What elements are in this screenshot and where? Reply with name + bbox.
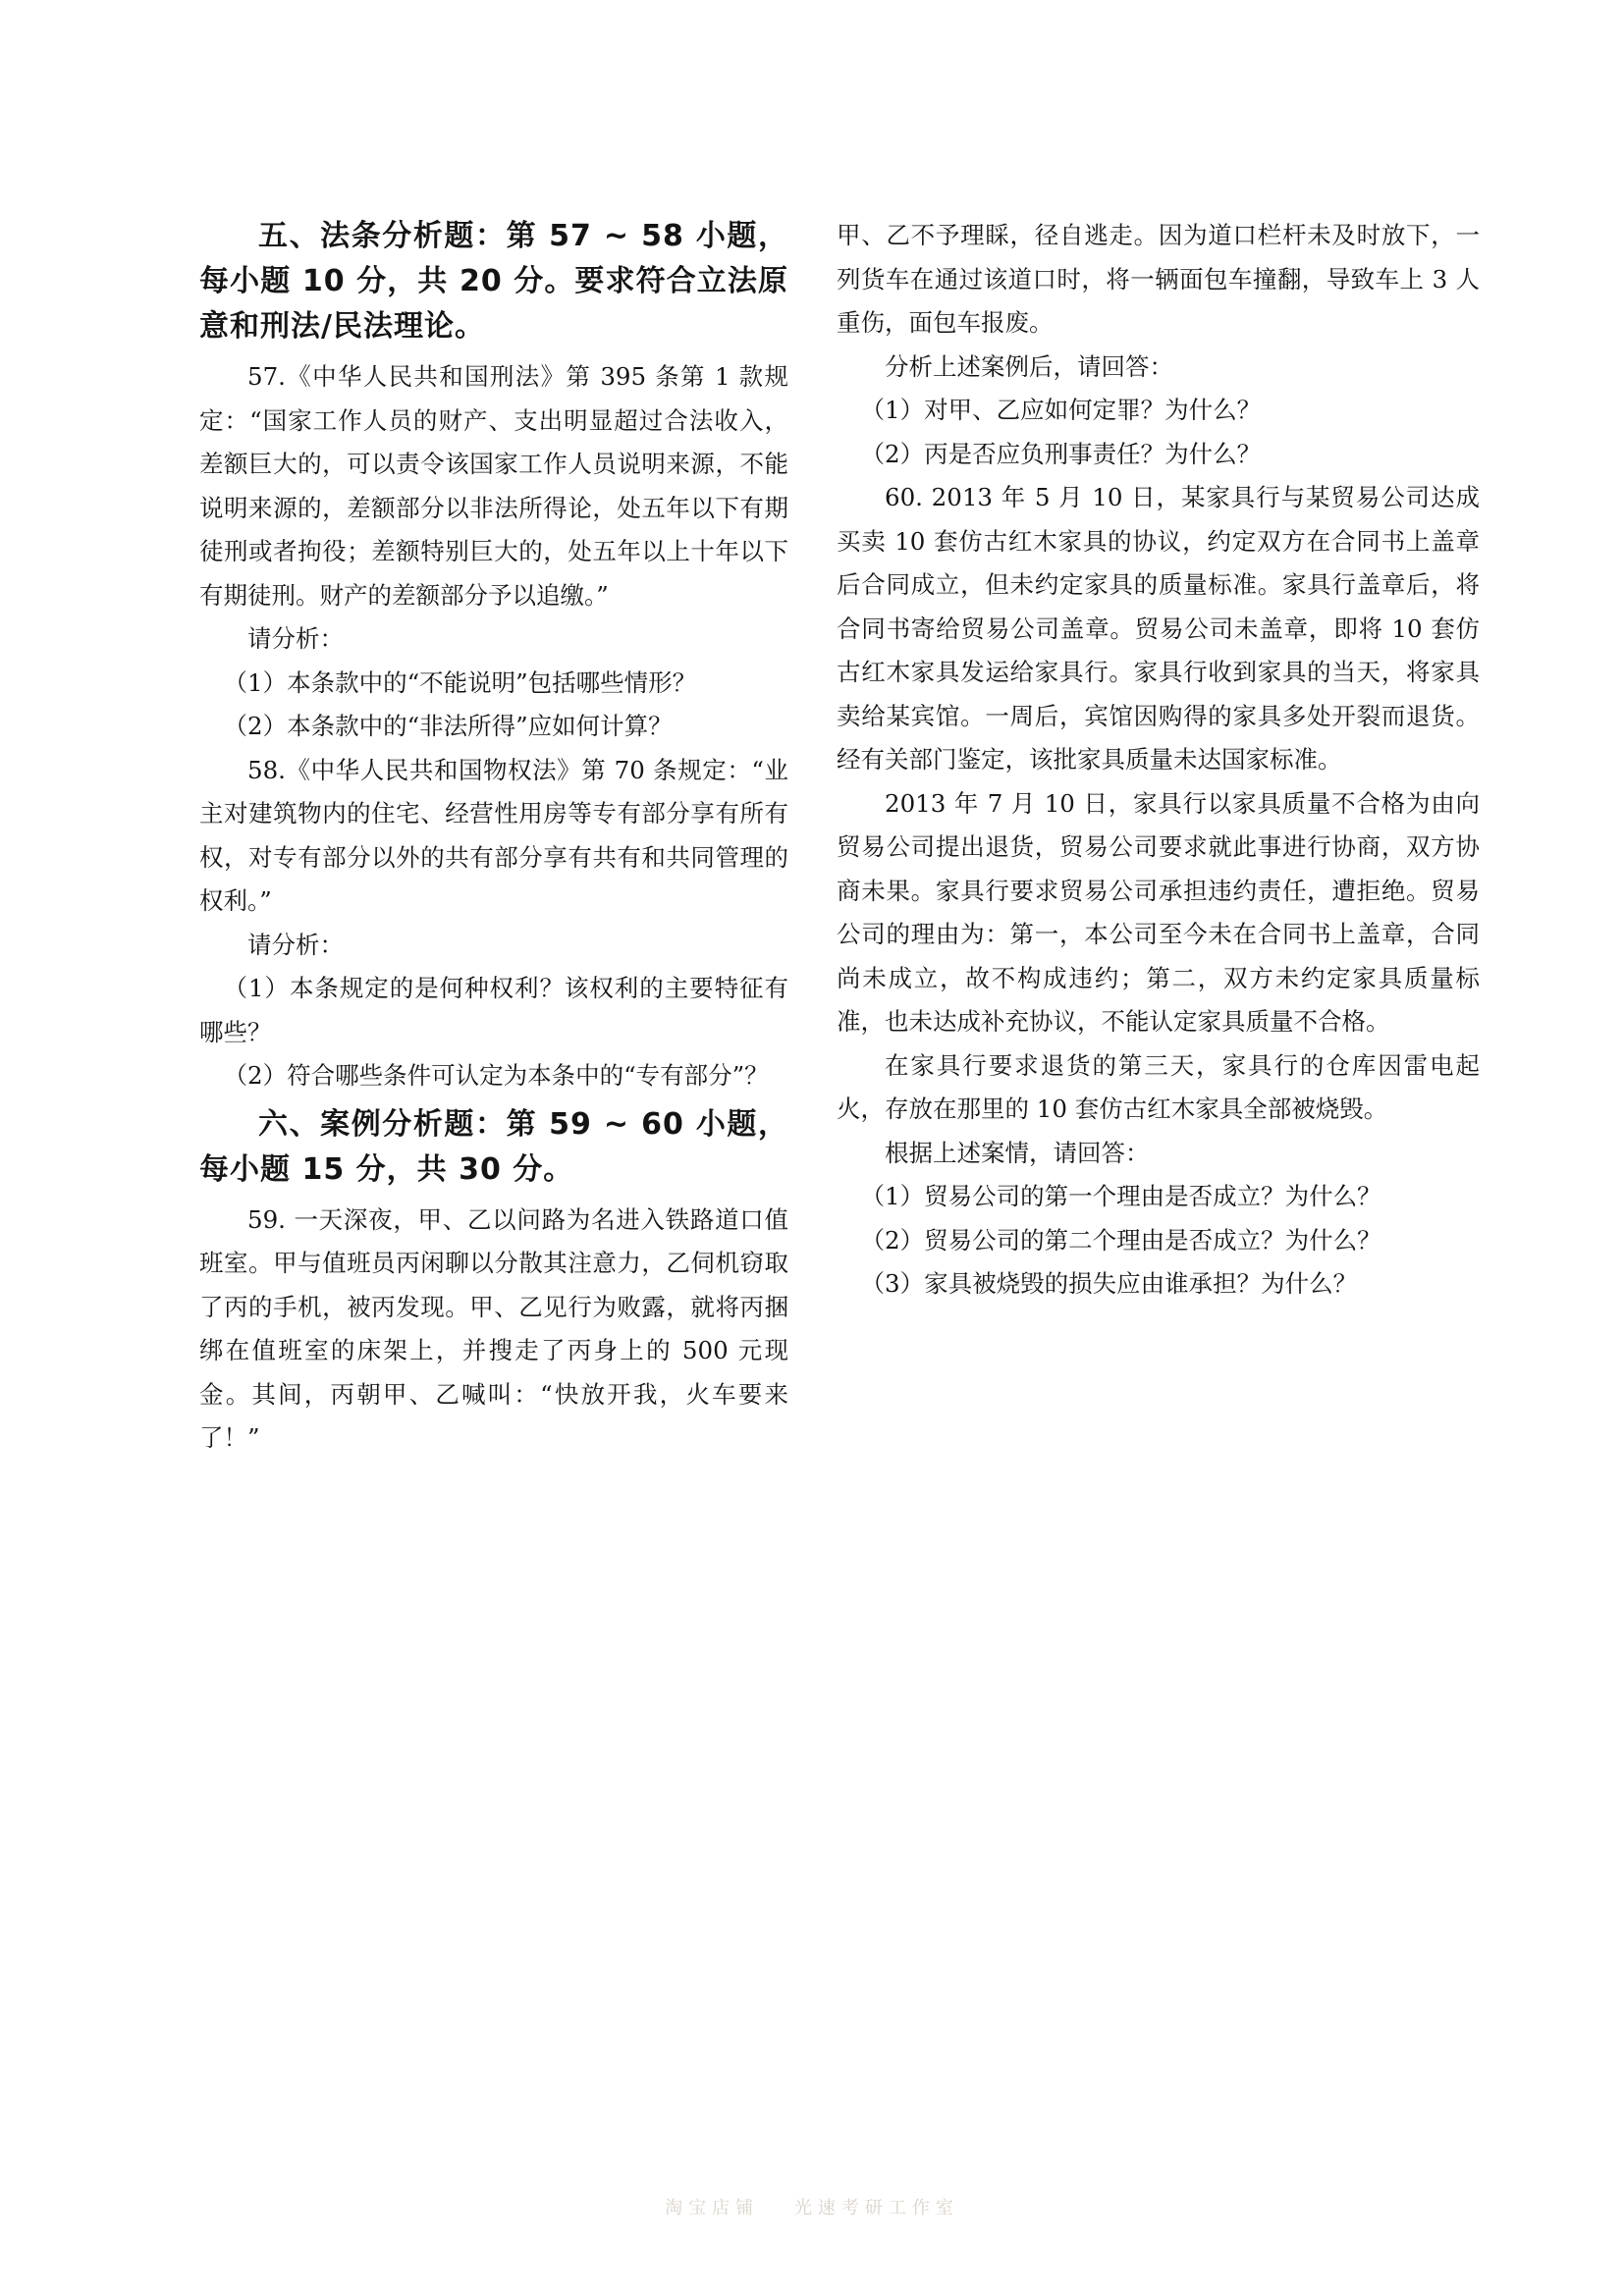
- question-60-item-2: （2）贸易公司的第二个理由是否成立？为什么？: [860, 1225, 1381, 1255]
- question-58-item-2: （2）符合哪些条件可认定为本条中的“专有部分”？: [223, 1061, 769, 1090]
- right-column: [837, 214, 1480, 1307]
- question-60-paragraph-3: 在家具行要求退货的第三天，家具行的仓库因雷电起火，存放在那里的 10 套仿古红木家具全部被烧毁。: [837, 1050, 1480, 1123]
- question-58-prompt: 请分析：: [247, 930, 344, 959]
- watermark: 淘宝店铺 光速考研工作室: [665, 2198, 959, 2218]
- question-60-item-1: （1）贸易公司的第一个理由是否成立？为什么？: [860, 1182, 1381, 1210]
- question-57-prompt: 请分析：: [247, 624, 344, 653]
- question-59-item-2: （2）丙是否应负刑事责任？为什么？: [860, 439, 1262, 468]
- question-60-paragraph-2: 2013 年 7 月 10 日，家具行以家具质量不合格为由向贸易公司提出退货，贸易公司要求就此事进行协商，双方协商未果。家具行要求贸易公司承担违约责任，遭拒绝。贸易公司的理由为：第一，本公司至今未在合同书上盖章，合同尚未成立，故不构成违约；第二，双方未约定家具质量标准，也未达成补充协议，不能认定家具质量不合格。: [837, 788, 1480, 1036]
- section6-heading: 六、案例分析题：第 59 ~ 60 小题，每小题 15 分，共 30 分。: [199, 1106, 788, 1187]
- left-column: [199, 214, 788, 1461]
- question-57-item-1: （1）本条款中的“不能说明”包括哪些情形？: [223, 667, 697, 697]
- question-58-item-1: （1）本条规定的是何种权利？该权利的主要特征有哪些？: [199, 974, 788, 1046]
- question-59-item-1: （1）对甲、乙应如何定罪？为什么？: [860, 396, 1262, 424]
- question-57-item-2: （2）本条款中的“非法所得”应如何计算？: [223, 712, 673, 740]
- question-60-item-3: （3）家具被烧毁的损失应由谁承担？为什么？: [860, 1269, 1358, 1298]
- section5-heading: 五、法条分析题：第 57 ~ 58 小题，每小题 10 分，共 20 分。要求符合立法原意和刑法/民法理论。: [199, 219, 788, 344]
- question-59-continued: 甲、乙不予理睬，径自逃走。因为道口栏杆未及时放下，一列货车在通过该道口时，将一辆面包车撞翻，导致车上 3 人重伤，面包车报废。: [837, 221, 1480, 337]
- question-59-prompt: 分析上述案例后，请回答：: [885, 351, 1173, 381]
- question-57-text: 57.《中华人民共和国刑法》第 395 条第 1 款规定：“国家工作人员的财产、支出明显超过合法收入，差额巨大的，可以责令该国家工作人员说明来源，不能说明来源的，差额部分以非法所得论，处五年以下有期徒刑或者拘役；差额特别巨大的，处五年以上十年以下有期徒刑。财产的差额部分予以追缴。”: [199, 362, 788, 610]
- question-59-text: 59. 一天深夜，甲、乙以问路为名进入铁路道口值班室。甲与值班员丙闲聊以分散其注意力，乙伺机窃取了丙的手机，被丙发现。甲、乙见行为败露，就将丙捆绑在值班室的床架上，并搜走了丙身上的 500 元现金。其间，丙朝甲、乙喊叫：“快放开我，火车要来了！”: [199, 1204, 788, 1452]
- question-60-prompt: 根据上述案情，请回答：: [885, 1138, 1150, 1167]
- question-58-text: 58.《中华人民共和国物权法》第 70 条规定：“业主对建筑物内的住宅、经营性用房等专有部分享有所有权，对专有部分以外的共有部分享有共有和共同管理的权利。”: [199, 755, 788, 915]
- question-60-paragraph-1: 60. 2013 年 5 月 10 日，某家具行与某贸易公司达成买卖 10 套仿古红木家具的协议，约定双方在合同书上盖章后合同成立，但未约定家具的质量标准。家具行盖章后，将合同书寄给贸易公司盖章。贸易公司未盖章，即将 10 套仿古红木家具发运给家具行。家具行收到家具的当天，将家具卖给某宾馆。一周后，宾馆因购得的家具多处开裂而退货。经有关部门鉴定，该批家具质量未达国家标准。: [837, 483, 1480, 774]
